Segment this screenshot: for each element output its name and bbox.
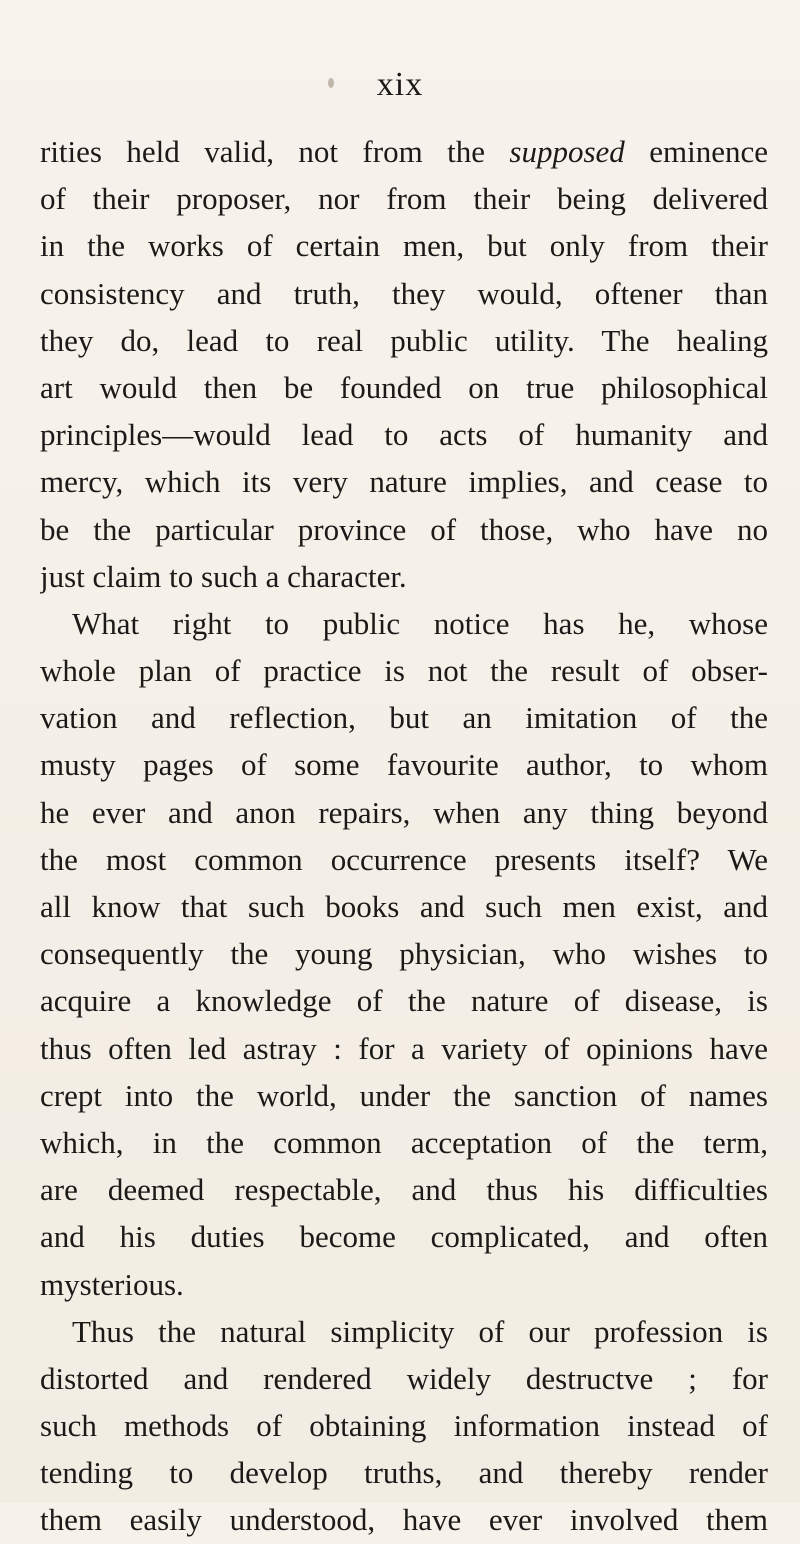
text-line: rities held valid, not from the supposed eminence	[40, 134, 768, 169]
text-line: tending to develop truths, and thereby render	[40, 1455, 768, 1491]
text-line: acquire a knowledge of the nature of disease, is	[40, 983, 768, 1019]
text-line: whole plan of practice is not the result of obser-	[40, 653, 768, 689]
text-line: the most common occurrence presents itself? We	[40, 841, 768, 877]
text-line: consistency and truth, they would, oftener than	[40, 275, 768, 311]
text-line: principles—would lead to acts of humanity and	[40, 417, 768, 453]
text-line: of their proposer, nor from their being delivered	[40, 181, 768, 217]
text-line: are deemed respectable, and thus his difficulties	[40, 1172, 768, 1208]
text-line: thus often led astray : for a variety of opinions have	[40, 1030, 768, 1066]
text-line: musty pages of some favourite author, to whom	[40, 747, 768, 783]
text-line: crept into the world, under the sanction of names	[40, 1077, 768, 1113]
text-line: they do, lead to real public utility. The healing	[40, 322, 768, 358]
text-line: just claim to such a character.	[40, 558, 407, 594]
text-line: them easily understood, have ever involved them	[40, 1502, 768, 1538]
text-line: mysterious.	[40, 1266, 184, 1302]
text-line: he ever and anon repairs, when any thing beyond	[40, 794, 768, 830]
text-line: mercy, which its very nature implies, and cease to	[40, 464, 768, 500]
text-line: art would then be founded on true philosophical	[40, 369, 768, 405]
text-line: vation and reflection, but an imitation of the	[40, 700, 768, 736]
text-line: distorted and rendered widely destructve ; for	[40, 1360, 768, 1396]
ink-speck	[328, 78, 334, 88]
body-text	[40, 128, 768, 1544]
text-line: in the works of certain men, but only from their	[40, 228, 768, 264]
text-line: all know that such books and such men exist, and	[40, 889, 768, 924]
text-line: such methods of obtaining information instead of	[40, 1408, 768, 1444]
text-line: be the particular province of those, who have no	[40, 511, 768, 547]
paragraph-start-line: Thus the natural simplicity of our profession is	[72, 1313, 768, 1349]
text-line: consequently the young physician, who wishes to	[40, 936, 768, 972]
text-line: and his duties become complicated, and often	[40, 1219, 768, 1255]
text-line: which, in the common acceptation of the term,	[40, 1124, 768, 1160]
page-number: xix	[376, 66, 424, 103]
paragraph-start-line: What right to public notice has he, whose	[72, 605, 768, 641]
